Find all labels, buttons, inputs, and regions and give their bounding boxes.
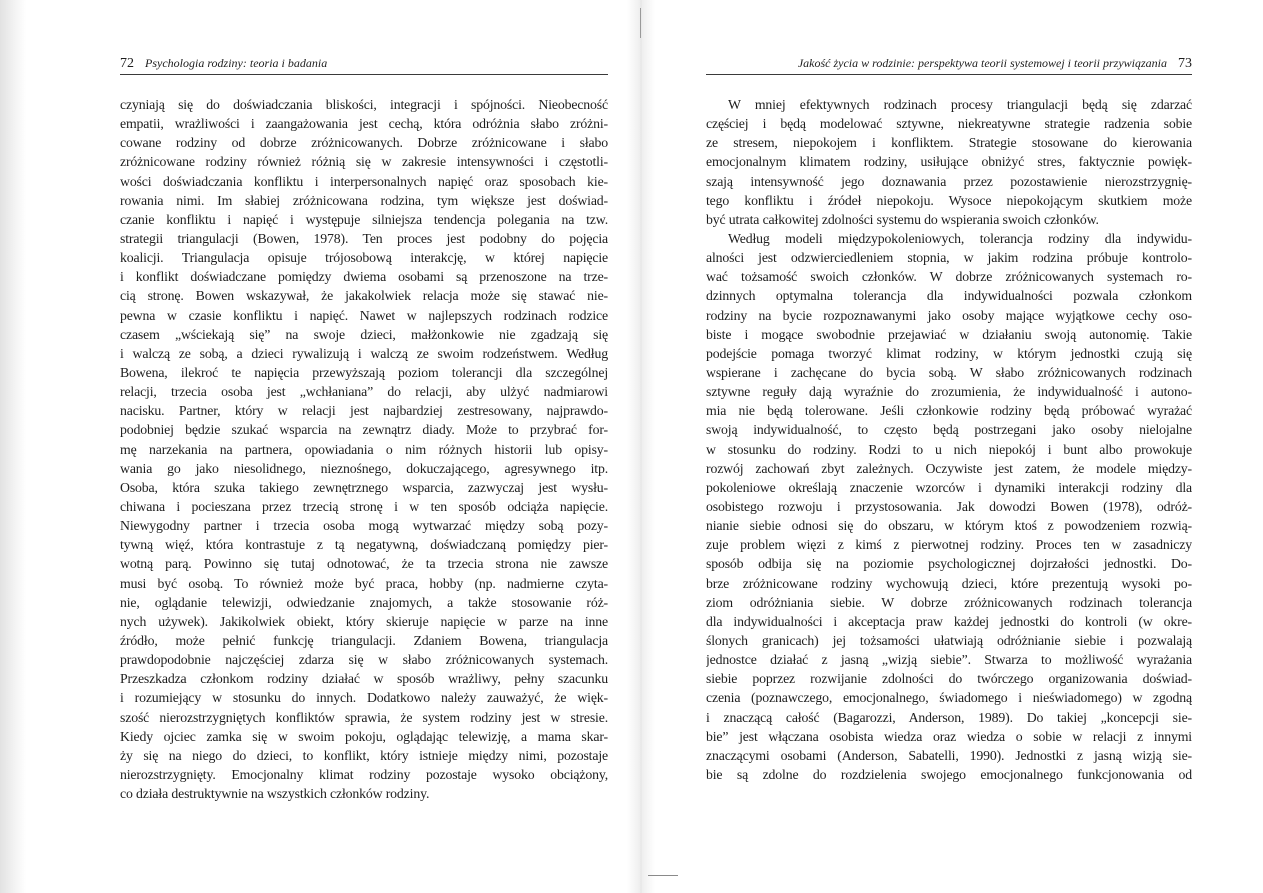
text-line: zróżnicowane rodziny również różnią się w zakresie intensywności i częstotli- (120, 154, 608, 170)
text-line: tego konfliktu i źródeł niepokoju. Wysoce niepokojącym skutkiem może (706, 192, 1192, 208)
text-line: ze stresem, niepokojem i konfliktem. Strategie stosowane do kierowania (706, 135, 1192, 151)
text-line: cią stronę. Bowen wskazywał, że jakakolwiek relacja może się stawać nie- (120, 288, 608, 304)
text-line: i konflikt doświadczane pomiędzy dwiema osobami są przenoszone na trze- (120, 269, 608, 285)
text-line: wać tożsamość swoich członków. W dobrze zróżnicowanych systemach ro- (706, 269, 1192, 285)
text-line: rozwój zachowań zbyt zależnych. Oczywiste jest zatem, że modele między- (706, 460, 1192, 476)
right-page-number: 73 (1178, 56, 1192, 71)
text-line: wości doświadczania konfliktu i interpersonalnych napięć oraz sposobach kie- (120, 173, 608, 189)
text-line: jednostce działać z jasną „wizją siebie”. Stwarza to możliwość wyrażania (706, 652, 1192, 668)
text-line: w stosunku do rodziny. Rodzi to u nich niepokój i bunt albo prowokuje (706, 441, 1192, 457)
left-page-number: 72 (120, 56, 134, 71)
text-line: Niewygodny partner i trzecia osoba mogą wytwarzać między sobą pozy- (120, 518, 608, 534)
text-line: dla indywidualności i akceptacja praw każdej jednostki do kontroli (w okre- (706, 613, 1192, 629)
text-line: Kiedy ojciec zamka się w swoim pokoju, oglądając telewizję, a mama skar- (120, 728, 608, 744)
text-line: musi być osobą. To również może być praca, hobby (np. nadmierne czyta- (120, 575, 608, 591)
text-line: nie, oglądanie telewizji, odwiedzanie znajomych, a także stosowanie róż- (120, 594, 608, 610)
page-edge-shadow (0, 0, 26, 893)
right-body-text (706, 95, 1192, 784)
text-line: co działa destruktywnie na wszystkich członków rodziny. (120, 786, 430, 802)
text-line: brze zróżnicowane rodziny wychowują dzieci, które prezentują wysoki po- (706, 575, 1192, 591)
text-line: podejście pomaga tworzyć klimat rodziny, w którym jednostki czują się (706, 345, 1192, 361)
text-line: ślonych granicach) jej tożsamości ułatwiają odróżnianie siebie i pozwalają (706, 632, 1192, 648)
left-running-header (120, 52, 608, 75)
text-line: osobistego rozwoju i przystosowania. Jak dowodzi Bowen (1978), odróż- (706, 498, 1192, 514)
text-line: dzinnych optymalna tolerancja dla indywidualności pozwala członkom (706, 288, 1192, 304)
text-line: szają intensywność jego doznawania przez pozostawienie nierozstrzygnię- (706, 173, 1192, 189)
left-body-text (120, 95, 608, 803)
text-line: ziom odróżniania siebie. W dobrze zróżnicowanych rodzinach tolerancja (706, 594, 1192, 610)
text-line: Bowena, ilekroć te napięcia przewyższają poziom tolerancji dla szczególnej (120, 364, 608, 380)
text-line: ży się na niego do dzieci, to konflikt, który istnieje między nimi, pozostaje (120, 747, 608, 763)
text-line: pokoleniowe określają znaczenie wzorców i dynamiki interakcji rodziny dla (706, 479, 1192, 495)
text-line: wania go jako niesolidnego, nieznośnego, dokuczającego, agresywnego itp. (120, 460, 608, 476)
text-line: siebie poprzez rozwijanie zdolności do twórczego organizowania doświad- (706, 671, 1192, 687)
text-line: koalicji. Triangulacja opisuje trójosobową interakcję, w której napięcie (120, 250, 608, 266)
text-line: czyniają się do doświadczania bliskości, integracji i spójności. Nieobecność (120, 97, 608, 112)
text-line: tywną więź, która kontrastuje z tą negatywną, doświadczaną pomiędzy pier- (120, 537, 608, 553)
right-running-title: Jakość życia w rodzinie: perspektywa teorii systemowej i teorii przywiązania (797, 56, 1167, 70)
text-line: sztywne reguły dają wyraźnie do zrozumienia, że indywidualność i autono- (706, 384, 1192, 400)
text-line: pewna w czasie konfliktu i napięć. Nawet w najlepszych rodzinach rodzice (120, 307, 608, 323)
text-line: bie są zdolne do rozdzielenia swojego emocjonalnego funkcjonowania od (706, 766, 1192, 782)
text-line: zuje problem więzi z kimś z pierwotnej rodziny. Proces ten w zasadniczy (706, 537, 1192, 553)
text-line: Osoba, która szuka takiego zewnętrznego wsparcia, zazwyczaj jest wysłu- (120, 479, 608, 495)
text-line: nierozstrzygnięty. Emocjonalny klimat rodziny pozostaje wysoko obciążony, (120, 766, 608, 782)
book-gutter (627, 0, 655, 893)
text-line: częściej i będą modelować sztywne, niekreatywne strategie radzenia sobie (706, 116, 1192, 132)
text-line: nacisku. Partner, który w relacji jest najbardziej zestresowany, najprawdo- (120, 403, 608, 419)
text-line: czanie konfliktu i napięć i występuje silniejsza tendencja polegania na tzw. (120, 211, 608, 227)
text-line: swoją indywidualność, to często będą postrzegani jako osoby nielojalne (706, 422, 1192, 438)
gutter-foot-mark (648, 875, 678, 876)
text-line: i znaczącą całość (Bagarozzi, Anderson, 1989). Do takiej „koncepcji sie- (706, 709, 1192, 725)
left-running-title: Psychologia rodziny: teoria i badania (145, 56, 328, 70)
text-line: nianie siebie odnosi się do obszaru, w którym ktoś z powodzeniem rozwią- (706, 518, 1192, 534)
gutter-mark (640, 8, 641, 38)
text-line: mę narzekania na partnera, opowiadania o nim różnych historii lub opisy- (120, 441, 608, 457)
left-page (120, 52, 608, 803)
text-line: źródło, może pełnić funkcję triangulacji. Zdaniem Bowena, triangulacja (120, 632, 608, 648)
text-line: Przeszkadza członkom rodziny działać w sposób wrażliwy, pełny szacunku (120, 671, 608, 687)
text-line: sposób odbija się na poziomie psychologicznej dojrzałości jednostki. Do- (706, 556, 1192, 572)
text-line: i walczą ze sobą, a dzieci rywalizują i walczą ze swoim rodzeństwem. Według (120, 345, 608, 361)
text-line: biste i mogące swobodnie przejawiać w działaniu swoją autonomię. Takie (706, 326, 1192, 342)
text-line: cowane rodziny od dobrze zróżnicowanych. Dobrze zróżnicowane i słabo (120, 135, 608, 151)
text-line: szość nierozstrzygniętych konfliktów sprawia, że system rodziny jest w stresie. (120, 709, 608, 725)
text-line: W mniej efektywnych rodzinach procesy triangulacji będą się zdarzać (728, 97, 1192, 112)
text-line: bie” jest włączana osobista wiedza oraz wiedza o sobie w relacji z innymi (706, 728, 1192, 744)
text-line: rowania nimi. Im słabiej zróżnicowana rodzina, tym większe jest doświad- (120, 192, 608, 208)
text-line: alności jest odzwierciedleniem stopnia, w jakim rodzina próbuje kontrolo- (706, 250, 1192, 266)
text-line: mia nie będą tolerowane. Jeśli członkowie rodziny będą próbować wyrażać (706, 403, 1192, 419)
text-line: emocjonalnym klimatem rodziny, usiłujące obniżyć stres, faktycznie powięk- (706, 154, 1192, 170)
text-line: nych używek). Jakikolwiek obiekt, który skieruje napięcie w parze na inne (120, 613, 608, 629)
text-line: wspierane i zachęcane do bycia sobą. W słabo zróżnicowanych rodzinach (706, 364, 1192, 380)
text-line: czenia (poznawczego, emocjonalnego, świadomego i nieświadomego) w zgodną (706, 690, 1192, 706)
text-line: Według modeli międzypokoleniowych, tolerancja rodziny dla indywidu- (728, 230, 1192, 246)
right-running-header (706, 52, 1192, 75)
text-line: podobniej będzie szukać wsparcia na zewnątrz diady. Może to przybrać for- (120, 422, 608, 438)
text-line: strategii triangulacji (Bowen, 1978). Ten proces jest podobny do pojęcia (120, 230, 608, 246)
text-line: i rozumiejący w stosunku do innych. Dodatkowo należy zauważyć, że więk- (120, 690, 608, 706)
right-page (706, 52, 1192, 784)
text-line: być utrata całkowitej zdolności systemu do wspierania swoich członków. (706, 211, 1099, 227)
text-line: empatii, wrażliwości i zaangażowania jest cechą, która odróżnia słabo zróżni- (120, 116, 608, 132)
text-line: znaczącymi osobami (Anderson, Sabatelli, 1990). Jednostki z jasną wizją sie- (706, 747, 1192, 763)
text-line: prawdopodobnie najczęściej zdarza się w słabo zróżnicowanych systemach. (120, 652, 608, 668)
text-line: rodziny na bycie rozpoznawanymi jako osoby mające wyjątkowe cechy oso- (706, 307, 1192, 323)
text-line: chiwana i pocieszana przez trzecią stronę i w ten sposób odciąża napięcie. (120, 498, 608, 514)
text-line: wotną parą. Powinno się tutaj odnotować, że ta trzecia strona nie zawsze (120, 556, 608, 572)
text-line: czasem „wściekają się” na swoje dzieci, małżonkowie nie zgadzają się (120, 326, 608, 342)
text-line: relacji, trzecia osoba jest „wchłaniana” do relacji, aby ulżyć nadmiarowi (120, 384, 608, 400)
